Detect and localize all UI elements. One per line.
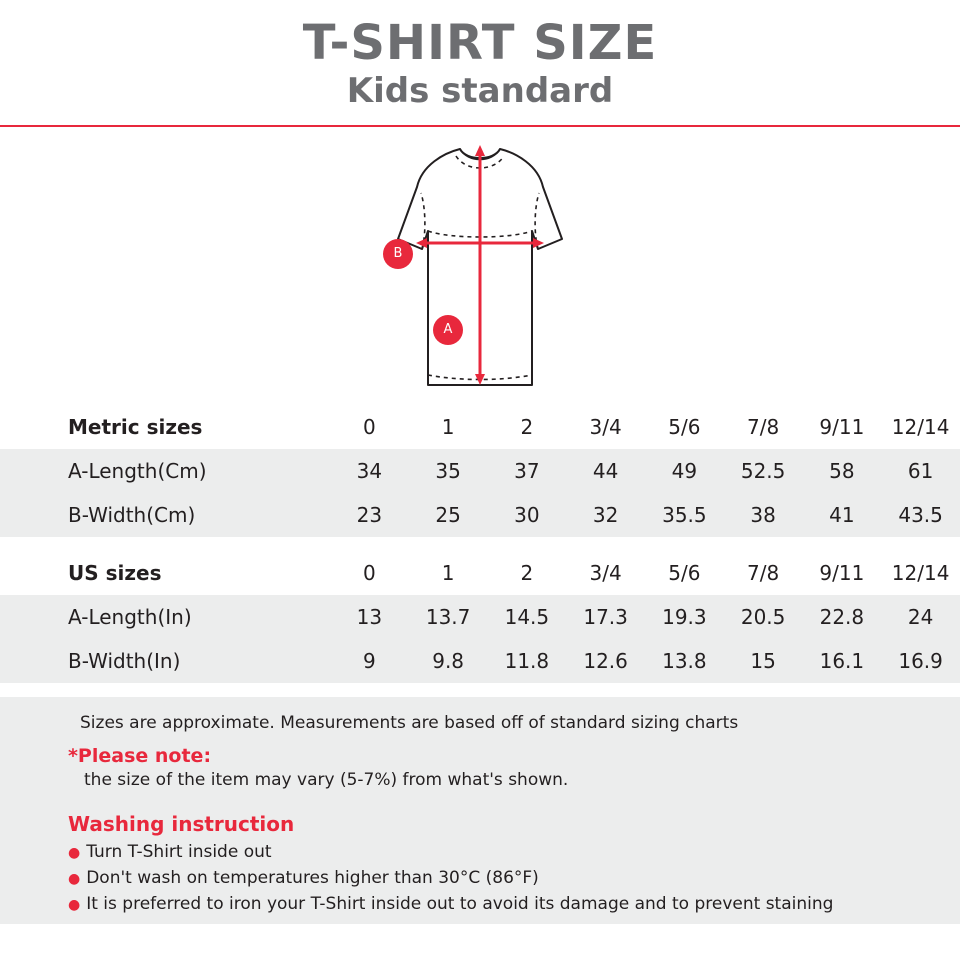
us-size-0: 0 <box>330 551 409 595</box>
metric-width-0: 23 <box>330 493 409 537</box>
approximate-note: Sizes are approximate. Measurements are based off of standard sizing charts <box>80 712 739 733</box>
metric-width-4: 35.5 <box>645 493 724 537</box>
us-length-3: 17.3 <box>566 595 645 639</box>
us-size-3: 3/4 <box>566 551 645 595</box>
us-size-4: 5/6 <box>645 551 724 595</box>
us-width-3: 12.6 <box>566 639 645 683</box>
us-width-2: 11.8 <box>488 639 567 683</box>
us-width-5: 15 <box>724 639 803 683</box>
page-title: T-SHIRT SIZE <box>302 15 658 71</box>
metric-size-1: 1 <box>409 405 488 449</box>
width-measure-label: B <box>383 239 413 269</box>
metric-size-3: 3/4 <box>566 405 645 449</box>
us-length-1: 13.7 <box>409 595 488 639</box>
us-size-1: 1 <box>409 551 488 595</box>
table-row <box>0 449 960 493</box>
metric-size-7: 12/14 <box>881 405 960 449</box>
bullet-icon: ● <box>68 844 81 861</box>
metric-length-6: 58 <box>803 449 882 493</box>
us-width-label: B-Width(In) <box>0 639 330 683</box>
length-measure-label: A <box>433 315 463 345</box>
metric-length-2: 37 <box>488 449 567 493</box>
metric-size-6: 9/11 <box>803 405 882 449</box>
metric-width-3: 32 <box>566 493 645 537</box>
metric-width-1: 25 <box>409 493 488 537</box>
metric-sizes-header: Metric sizes <box>0 405 330 449</box>
washing-instruction-item <box>0 894 960 914</box>
us-length-5: 20.5 <box>724 595 803 639</box>
metric-width-label: B-Width(Cm) <box>0 493 330 537</box>
us-width-0: 9 <box>330 639 409 683</box>
notes-section <box>0 697 960 924</box>
metric-width-7: 43.5 <box>881 493 960 537</box>
us-length-2: 14.5 <box>488 595 567 639</box>
metric-size-2: 2 <box>488 405 567 449</box>
us-length-label: A-Length(In) <box>0 595 330 639</box>
table-row <box>0 405 960 449</box>
metric-width-2: 30 <box>488 493 567 537</box>
washing-instruction-title: Washing instruction <box>68 811 295 836</box>
washing-instruction-item <box>0 842 960 862</box>
page-header <box>0 0 960 127</box>
us-size-6: 9/11 <box>803 551 882 595</box>
table-section-gap <box>0 683 960 697</box>
us-length-7: 24 <box>881 595 960 639</box>
washing-item-text: It is preferred to iron your T-Shirt inside out to avoid its damage and to prevent staining <box>86 893 834 914</box>
us-width-4: 13.8 <box>645 639 724 683</box>
us-length-0: 13 <box>330 595 409 639</box>
metric-size-4: 5/6 <box>645 405 724 449</box>
us-width-1: 9.8 <box>409 639 488 683</box>
us-size-5: 7/8 <box>724 551 803 595</box>
metric-length-0: 34 <box>330 449 409 493</box>
table-row <box>0 639 960 683</box>
metric-length-7: 61 <box>881 449 960 493</box>
metric-length-1: 35 <box>409 449 488 493</box>
us-size-2: 2 <box>488 551 567 595</box>
bullet-icon: ● <box>68 870 81 887</box>
size-table <box>0 405 960 697</box>
bullet-icon: ● <box>68 896 81 913</box>
table-section-gap <box>0 537 960 551</box>
table-row <box>0 595 960 639</box>
washing-instruction-item <box>0 868 960 888</box>
metric-length-5: 52.5 <box>724 449 803 493</box>
table-row <box>0 493 960 537</box>
tshirt-outline-icon <box>310 127 650 397</box>
us-width-6: 16.1 <box>803 639 882 683</box>
metric-width-6: 41 <box>803 493 882 537</box>
washing-item-text: Don't wash on temperatures higher than 30°C (86°F) <box>86 867 539 888</box>
us-length-4: 19.3 <box>645 595 724 639</box>
washing-item-text: Turn T-Shirt inside out <box>86 841 272 862</box>
us-sizes-header: US sizes <box>0 551 330 595</box>
us-width-7: 16.9 <box>881 639 960 683</box>
metric-size-5: 7/8 <box>724 405 803 449</box>
metric-length-label: A-Length(Cm) <box>0 449 330 493</box>
metric-length-4: 49 <box>645 449 724 493</box>
metric-size-0: 0 <box>330 405 409 449</box>
tshirt-diagram <box>0 127 960 405</box>
metric-length-3: 44 <box>566 449 645 493</box>
us-size-7: 12/14 <box>881 551 960 595</box>
please-note-body: the size of the item may vary (5-7%) from what's shown. <box>84 769 569 790</box>
please-note-title: *Please note: <box>68 744 212 767</box>
us-length-6: 22.8 <box>803 595 882 639</box>
metric-width-5: 38 <box>724 493 803 537</box>
page-subtitle: Kids standard <box>346 71 614 112</box>
table-row <box>0 551 960 595</box>
